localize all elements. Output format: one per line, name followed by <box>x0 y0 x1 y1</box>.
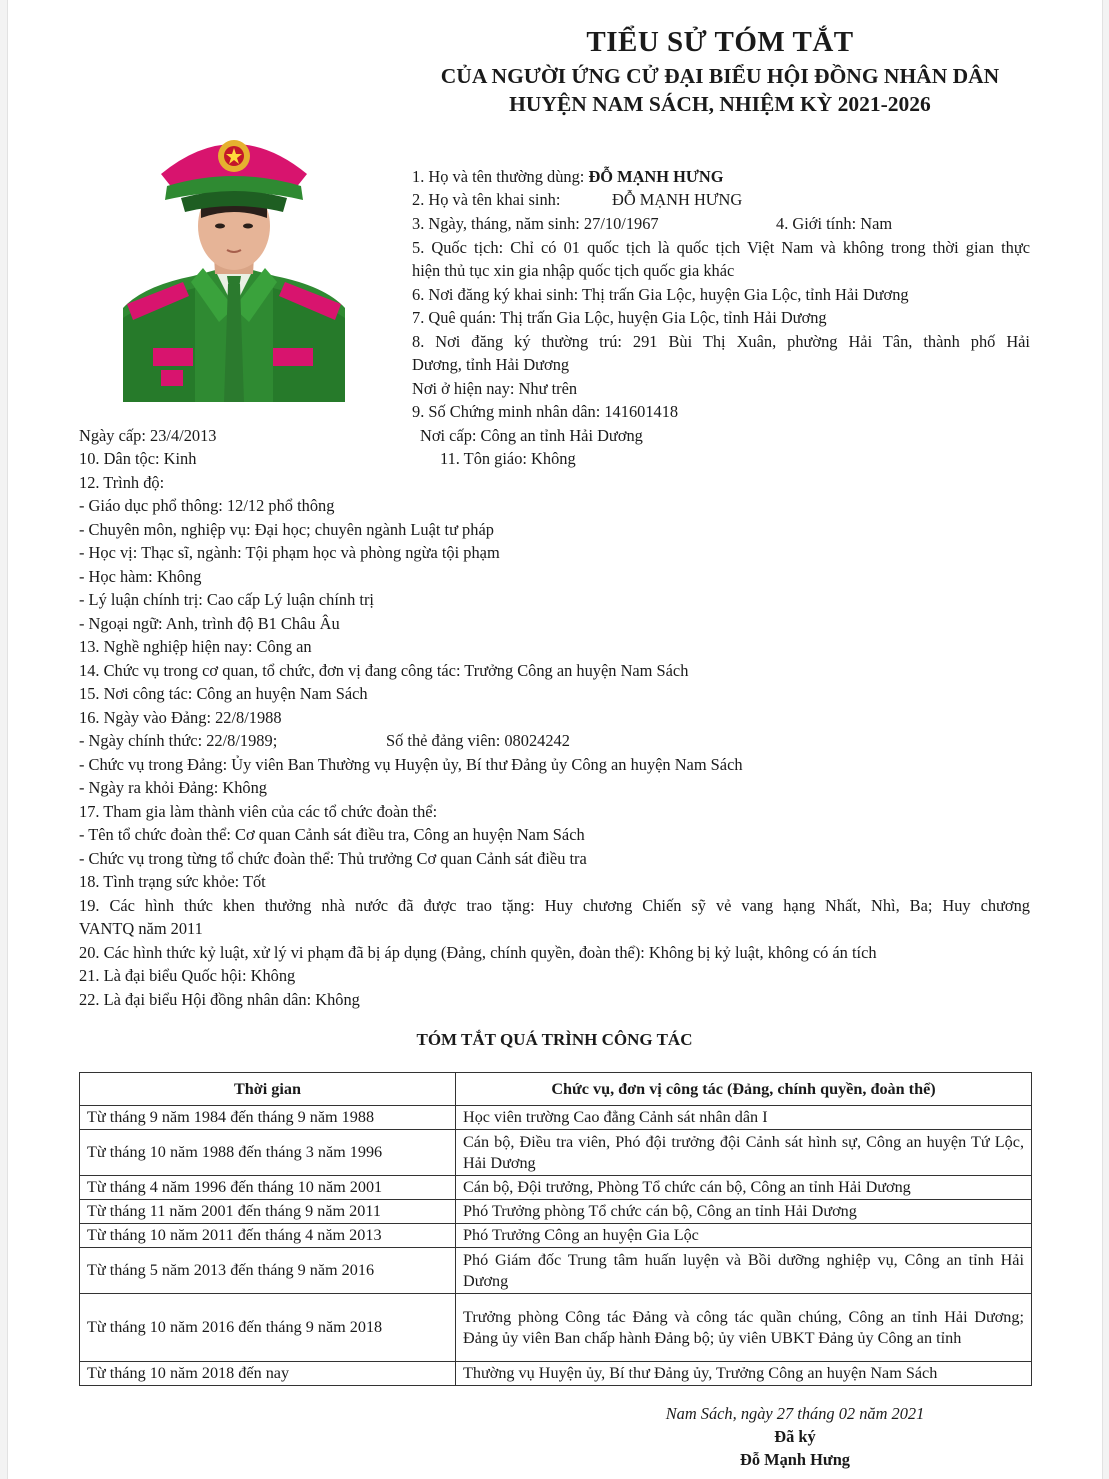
cell-role: Phó Trưởng Công an huyện Gia Lộc <box>456 1224 1032 1248</box>
table-row <box>80 1176 1032 1200</box>
field-label: 1. Họ và tên thường dùng: <box>412 167 589 186</box>
cell-time: Từ tháng 4 năm 1996 đến tháng 10 năm 2001 <box>80 1176 456 1200</box>
cell-time: Từ tháng 10 năm 2018 đến nay <box>80 1362 456 1386</box>
field-specialty: - Chuyên môn, nghiệp vụ: Đại học; chuyên ngành Luật tư pháp <box>79 520 494 539</box>
field-id-issue-date: Ngày cấp: 23/4/2013 <box>79 426 217 445</box>
document-title: TIỂU SỬ TÓM TẮT <box>586 26 854 58</box>
table-row <box>80 1362 1032 1386</box>
field-id-number: 9. Số Chứng minh nhân dân: 141601418 <box>412 402 679 421</box>
cell-role: Phó Giám đốc Trung tâm huấn luyện và Bồi dưỡng nghiệp vụ, Công an tỉnh Hải Dương <box>456 1248 1032 1294</box>
cell-role: Trưởng phòng Công tác Đảng và công tác quần chúng, Công an tỉnh Hải Dương; Đảng ủy viên Ban chấp hành Đảng bộ; ủy viên UBKT Đảng ủy Công an tỉnh <box>456 1294 1032 1362</box>
table-row <box>80 1224 1032 1248</box>
field-foreign-language: - Ngoại ngữ: Anh, trình độ B1 Châu Âu <box>79 614 340 633</box>
field-birth-date: 3. Ngày, tháng, năm sinh: 27/10/1967 <box>412 214 659 233</box>
cell-role: Thường vụ Huyện ủy, Bí thư Đảng ủy, Trưởng Công an huyện Nam Sách <box>456 1362 1032 1386</box>
cell-time: Từ tháng 10 năm 1988 đến tháng 3 năm 1996 <box>80 1130 456 1176</box>
field-party-join-date: 16. Ngày vào Đảng: 22/8/1988 <box>79 708 282 727</box>
field-national-assembly: 21. Là đại biểu Quốc hội: Không <box>79 966 296 985</box>
cell-time: Từ tháng 5 năm 2013 đến tháng 9 năm 2016 <box>80 1248 456 1294</box>
field-awards: 19. Các hình thức khen thưởng nhà nước đã được trao tặng: Huy chương Chiến sỹ vẻ vang hạng Nhất, Nhì, Ba; Huy chương <box>79 896 1030 915</box>
table-row <box>80 1106 1032 1130</box>
document-subtitle-2: HUYỆN NAM SÁCH, NHIỆM KỲ 2021-2026 <box>509 92 931 116</box>
field-birth-name-label: 2. Họ và tên khai sinh: <box>412 190 561 209</box>
field-organizations-heading: 17. Tham gia làm thành viên của các tổ chức đoàn thể: <box>79 802 438 821</box>
table-row <box>80 1200 1032 1224</box>
field-position: 14. Chức vụ trong cơ quan, tổ chức, đơn vị đang công tác: Trưởng Công an huyện Nam Sách <box>79 661 689 680</box>
cell-time: Từ tháng 9 năm 1984 đến tháng 9 năm 1988 <box>80 1106 456 1130</box>
cell-role: Cán bộ, Điều tra viên, Phó đội trưởng đội Cảnh sát hình sự, Công an huyện Tứ Lộc, Hải Dương <box>456 1130 1032 1176</box>
signature-name: Đỗ Mạnh Hưng <box>739 1450 851 1469</box>
field-discipline: 20. Các hình thức kỷ luật, xử lý vi phạm đã bị áp dụng (Đảng, chính quyền, đoàn thể): Không bị kỷ luật, không có án tích <box>79 943 877 962</box>
field-political-theory: - Lý luận chính trị: Cao cấp Lý luận chính trị <box>79 590 374 609</box>
field-organization-name: - Tên tổ chức đoàn thể: Cơ quan Cảnh sát điều tra, Công an huyện Nam Sách <box>79 825 585 844</box>
document-subtitle-1: CỦA NGƯỜI ỨNG CỬ ĐẠI BIỂU HỘI ĐỒNG NHÂN DÂN <box>440 64 1000 88</box>
cell-role: Học viên trường Cao đẳng Cảnh sát nhân dân I <box>456 1106 1032 1130</box>
field-gender: 4. Giới tính: Nam <box>776 214 893 233</box>
field-ethnicity: 10. Dân tộc: Kinh <box>79 449 197 468</box>
cell-time: Từ tháng 10 năm 2016 đến tháng 9 năm 2018 <box>80 1294 456 1362</box>
page-edge-left <box>0 0 8 1479</box>
portrait-drawing <box>123 108 345 402</box>
work-history-title: TÓM TẮT QUÁ TRÌNH CÔNG TÁC <box>416 1030 693 1049</box>
field-awards-cont: VANTQ năm 2011 <box>79 919 203 938</box>
column-header-time: Thời gian <box>80 1073 456 1106</box>
table-row <box>80 1294 1032 1362</box>
field-degree: - Học vị: Thạc sĩ, ngành: Tội phạm học và phòng ngừa tội phạm <box>79 543 500 562</box>
portrait-photo <box>123 108 345 402</box>
field-party-official-date: - Ngày chính thức: 22/8/1989; <box>79 731 278 750</box>
field-workplace: 15. Nơi công tác: Công an huyện Nam Sách <box>79 684 368 703</box>
field-current-address: Nơi ở hiện nay: Như trên <box>412 379 578 398</box>
signature-status: Đã ký <box>774 1427 816 1446</box>
field-id-issue-place: Nơi cấp: Công an tỉnh Hải Dương <box>420 426 643 445</box>
field-birth-registration: 6. Nơi đăng ký khai sinh: Thị trấn Gia Lộc, huyện Gia Lộc, tỉnh Hải Dương <box>412 285 909 304</box>
signature-place-date: Nam Sách, ngày 27 tháng 02 năm 2021 <box>665 1404 925 1423</box>
field-general-education: - Giáo dục phổ thông: 12/12 phổ thông <box>79 496 335 515</box>
field-occupation: 13. Nghề nghiệp hiện nay: Công an <box>79 637 312 656</box>
field-health: 18. Tình trạng sức khỏe: Tốt <box>79 872 266 891</box>
field-nationality: 5. Quốc tịch: Chỉ có 01 quốc tịch là quốc tịch Việt Nam và không trong thời gian thực <box>412 238 1030 257</box>
candidate-name: ĐỖ MẠNH HƯNG <box>588 167 724 186</box>
field-party-position: - Chức vụ trong Đảng: Ủy viên Ban Thường vụ Huyện ủy, Bí thư Đảng ủy Công an huyện Nam Sách <box>79 755 743 774</box>
field-academic-title: - Học hàm: Không <box>79 567 202 586</box>
field-permanent-address-cont: Dương, tỉnh Hải Dương <box>412 355 570 374</box>
field-nationality-cont: hiện thủ tục xin gia nhập quốc tịch quốc gia khác <box>412 261 735 280</box>
table-row <box>80 1130 1032 1176</box>
field-permanent-address: 8. Nơi đăng ký thường trú: 291 Bùi Thị Xuân, phường Hải Tân, thành phố Hải <box>412 332 1030 351</box>
column-header-role: Chức vụ, đơn vị công tác (Đảng, chính quyền, đoàn thể) <box>456 1073 1032 1106</box>
field-organization-position: - Chức vụ trong từng tổ chức đoàn thể: Thủ trưởng Cơ quan Cảnh sát điều tra <box>79 849 587 868</box>
field-party-exit: - Ngày ra khỏi Đảng: Không <box>79 778 267 797</box>
field-religion: 11. Tôn giáo: Không <box>440 449 576 468</box>
field-common-name <box>412 165 724 188</box>
field-hometown: 7. Quê quán: Thị trấn Gia Lộc, huyện Gia Lộc, tỉnh Hải Dương <box>412 308 827 327</box>
work-history-table <box>79 1072 1032 1386</box>
field-party-card-number: Số thẻ đảng viên: 08024242 <box>386 731 570 750</box>
cell-role: Phó Trưởng phòng Tổ chức cán bộ, Công an tỉnh Hải Dương <box>456 1200 1032 1224</box>
table-row <box>80 1248 1032 1294</box>
field-education-heading: 12. Trình độ: <box>79 473 165 492</box>
cell-time: Từ tháng 11 năm 2001 đến tháng 9 năm 2011 <box>80 1200 456 1224</box>
page-edge-right <box>1102 0 1109 1479</box>
field-peoples-council: 22. Là đại biểu Hội đồng nhân dân: Không <box>79 990 360 1009</box>
field-birth-name-value: ĐỖ MẠNH HƯNG <box>612 190 743 209</box>
cell-role: Cán bộ, Đội trưởng, Phòng Tổ chức cán bộ, Công an tỉnh Hải Dương <box>456 1176 1032 1200</box>
cell-time: Từ tháng 10 năm 2011 đến tháng 4 năm 2013 <box>80 1224 456 1248</box>
table-header-row <box>80 1073 1032 1106</box>
